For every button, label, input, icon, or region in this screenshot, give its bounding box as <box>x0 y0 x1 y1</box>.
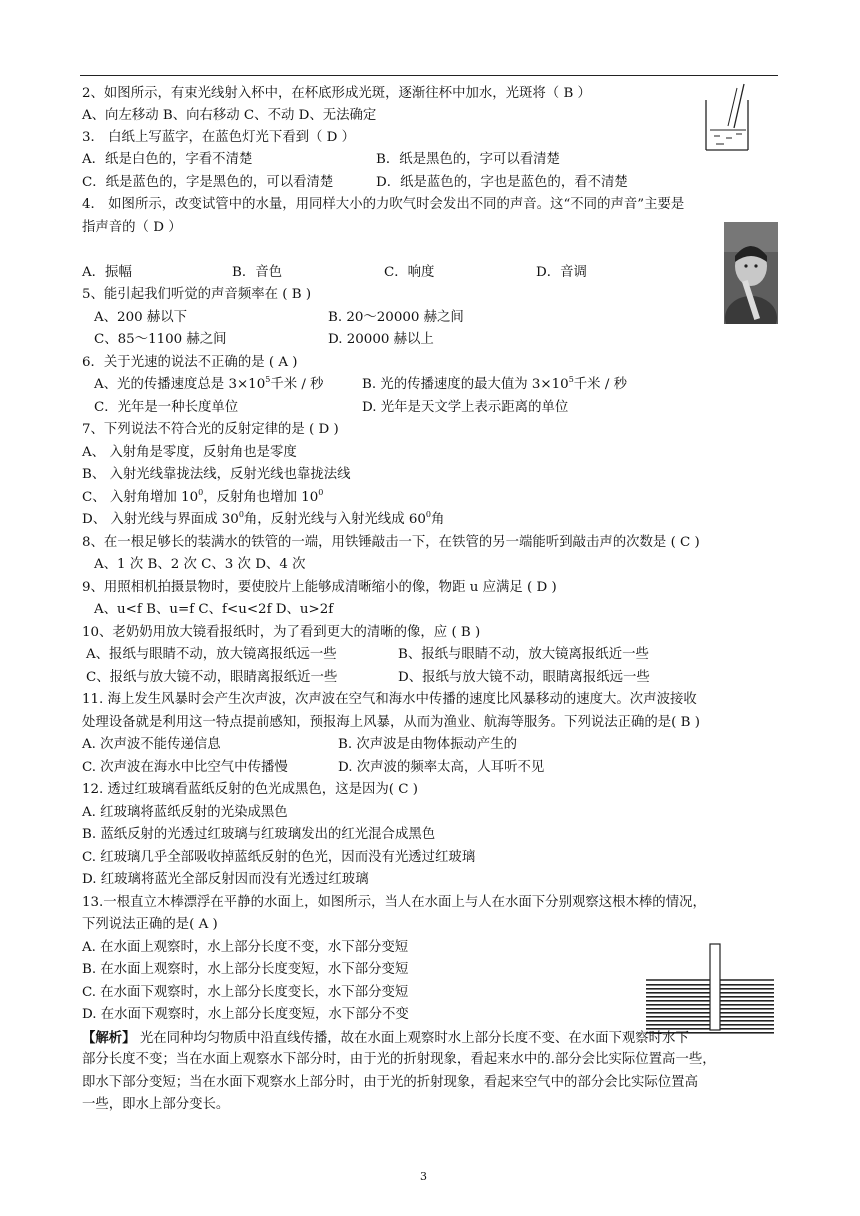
q7-option-d: D、 入射光线与界面成 $30^0$角，反射光线与入射光线成 $60^0$角 <box>82 510 445 527</box>
q3-stem: 3． 白纸上写蓝字，在蓝色灯光下看到（ D ） <box>82 130 356 145</box>
q7-option-a: A、 入射角是零度，反射角也是零度 <box>82 445 297 460</box>
q7-option-b: B、 入射光线靠拢法线，反射光线也靠拢法线 <box>82 467 351 482</box>
q12-stem: 12. 透过红玻璃看蓝纸反射的色光成黑色，这是因为( C ) <box>82 782 418 797</box>
q3-option-b: B．纸是黑色的，字可以看清楚 <box>376 152 560 167</box>
q6-option-c: C．光年是一种长度单位 <box>94 400 239 415</box>
q5-stem: 5、能引起我们听觉的声音频率在 ( B ) <box>82 287 312 302</box>
q13-option-c: C. 在水面下观察时，水上部分长度变长，水下部分变短 <box>82 985 409 1000</box>
q10-option-b: B、报纸与眼睛不动，放大镜离报纸近一些 <box>398 647 649 662</box>
q3-option-a: A．纸是白色的，字看不清楚 <box>82 152 253 167</box>
q12-option-b: B. 蓝纸反射的光透过红玻璃与红玻璃发出的红光混合成黑色 <box>82 827 436 842</box>
q12-option-d: D. 红玻璃将蓝光全部反射因而没有光透过红玻璃 <box>82 872 369 887</box>
q12-option-c: C. 红玻璃几乎全部吸收掉蓝纸反射的色光，因而没有光透过红玻璃 <box>82 850 476 865</box>
q10-option-c: C、报纸与放大镜不动，眼睛离报纸近一些 <box>86 670 338 685</box>
q8-options: A、1 次 B、2 次 C、3 次 D、4 次 <box>94 557 306 572</box>
cup-light-figure <box>696 82 756 154</box>
q5-option-a: A、200 赫以下 <box>94 310 188 325</box>
q9-options: A、u<f B、u=f C、f<u<2f D、u>2f <box>94 602 334 617</box>
q6-option-d: D. 光年是天文学上表示距离的单位 <box>362 400 569 415</box>
q13-analysis-line3: 即水下部分变短；当在水面下观察水上部分时，由于光的折射现象，看起来空气中的部分会比实际位置高 <box>82 1075 698 1090</box>
q5-option-c: C、85～1100 赫之间 <box>94 332 227 347</box>
q11-stem-line2: 处理设备就是利用这一特点提前感知，预报海上风暴，从而为渔业、航海等服务。下列说法正确的是( B ) <box>82 715 700 730</box>
q9-stem: 9、用照相机拍摄景物时，要使胶片上能够成清晰缩小的像，物距 u 应满足 ( D ) <box>82 580 557 595</box>
q13-stem-line1: 13.一根直立木棒漂浮在平静的水面上，如图所示，当人在水面上与人在水面下分别观察这根木棒的情况， <box>82 895 706 910</box>
q13-stem-line2: 下列说法正确的是( A ) <box>82 917 218 932</box>
q13-option-b: B. 在水面上观察时，水上部分长度变短，水下部分变短 <box>82 962 409 977</box>
q10-stem: 10、老奶奶用放大镜看报纸时，为了看到更大的清晰的像，应 ( B ) <box>82 625 481 640</box>
q10-option-a: A、报纸与眼睛不动，放大镜离报纸远一些 <box>86 647 337 662</box>
q11-option-b: B. 次声波是由物体振动产生的 <box>338 737 518 752</box>
child-blowing-tube-photo <box>724 222 778 324</box>
q6-option-a: A、光的传播速度总是 $3\times 10^5$千米 / 秒 <box>94 375 324 392</box>
q2-stem: 2、如图所示，有束光线射入杯中，在杯底形成光斑，逐渐往杯中加水，光斑将（ B ） <box>82 86 591 101</box>
q7-option-c: C、 入射角增加 $10^0$，反射角也增加 $10^0$ <box>82 488 324 505</box>
q2-options: A、向左移动 B、向右移动 C、不动 D、无法确定 <box>82 108 377 123</box>
floating-stick-figure <box>644 940 776 1036</box>
q4-stem-line1: 4． 如图所示，改变试管中的水量，用同样大小的力吹气时会发出不同的声音。这“不同的声音”主要是 <box>82 197 685 212</box>
q4-option-d: D．音调 <box>536 265 587 280</box>
q12-option-a: A. 红玻璃将蓝纸反射的光染成黑色 <box>82 805 288 820</box>
q4-option-c: C．响度 <box>384 265 435 280</box>
header-rule <box>80 75 778 76</box>
q11-option-c: C. 次声波在海水中比空气中传播慢 <box>82 760 288 775</box>
q11-option-d: D. 次声波的频率太高，人耳听不见 <box>338 760 545 775</box>
q4-stem-line2: 指声音的（ D ） <box>82 220 182 235</box>
page-number: 3 <box>420 1170 427 1183</box>
q5-option-d: D. 20000 赫以上 <box>328 332 434 347</box>
q3-option-c: C．纸是蓝色的，字是黑色的，可以看清楚 <box>82 175 334 190</box>
q11-stem-line1: 11. 海上发生风暴时会产生次声波，次声波在空气和海水中传播的速度比风暴移动的速度大。次声波接收 <box>82 692 697 707</box>
analysis-label: 【解析】 <box>82 1030 136 1046</box>
q11-option-a: A. 次声波不能传递信息 <box>82 737 221 752</box>
q13-analysis-line1: 【解析】 光在同种均匀物质中沿直线传播，故在水面上观察时水上部分长度不变、在水面下观察时水下 <box>82 1030 689 1046</box>
q10-option-d: D、报纸与放大镜不动，眼睛离报纸远一些 <box>398 670 650 685</box>
q8-stem: 8、在一根足够长的装满水的铁管的一端，用铁锤敲击一下，在铁管的另一端能听到敲击声的次数是 ( C ) <box>82 535 700 550</box>
q13-option-d: D. 在水面下观察时，水上部分长度变短，水下部分不变 <box>82 1007 409 1022</box>
q3-option-d: D．纸是蓝色的，字也是蓝色的，看不清楚 <box>376 175 628 190</box>
q4-option-a: A．振幅 <box>82 265 132 280</box>
q7-stem: 7、下列说法不符合光的反射定律的是 ( D ) <box>82 422 339 437</box>
q13-analysis-line2: 部分长度不变；当在水面上观察水下部分时，由于光的折射现象，看起来水中的.部分会比实际位置高一些， <box>82 1052 716 1067</box>
q6-option-b: B. 光的传播速度的最大值为 $3\times 10^5$千米 / 秒 <box>362 375 627 392</box>
q13-option-a: A. 在水面上观察时，水上部分长度不变，水下部分变短 <box>82 940 409 955</box>
q6-stem: 6．关于光速的说法不正确的是 ( A ) <box>82 355 298 370</box>
q13-analysis-line4: 一些，即水上部分变长。 <box>82 1097 230 1112</box>
q4-option-b: B．音色 <box>232 265 283 280</box>
q5-option-b: B. 20～20000 赫之间 <box>328 310 464 325</box>
